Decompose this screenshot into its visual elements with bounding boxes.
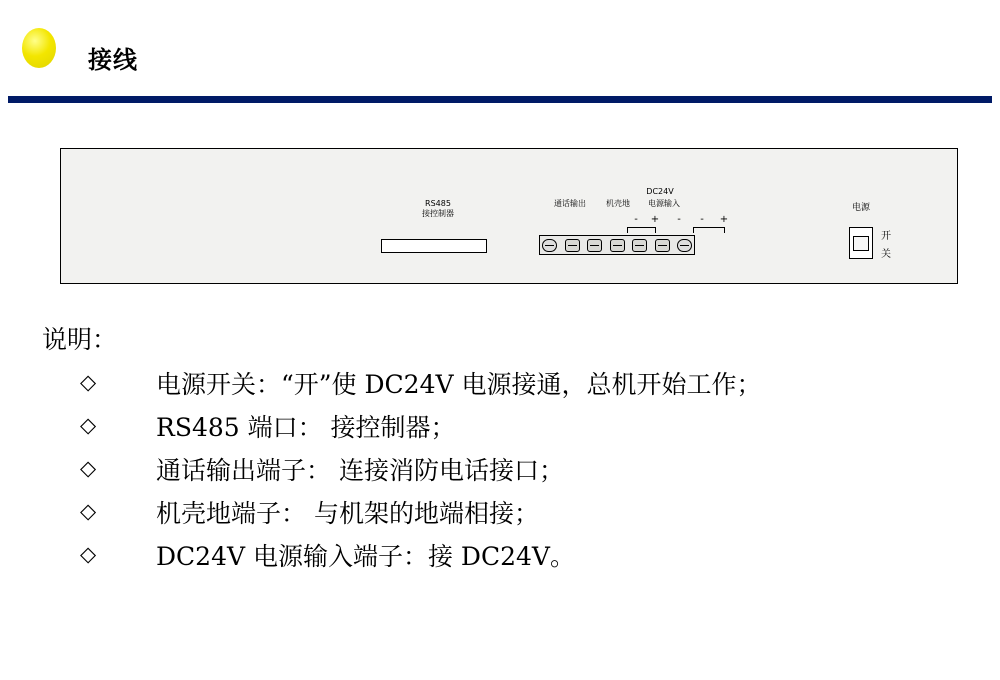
power-switch-rocker[interactable] xyxy=(853,236,869,251)
description-block xyxy=(42,324,982,578)
polarity-mark-4: - xyxy=(700,214,704,225)
description-heading: 说明： xyxy=(42,325,118,354)
list-item xyxy=(42,535,982,578)
rs485-port xyxy=(381,239,487,253)
polarity-mark-2: + xyxy=(650,214,660,225)
power-switch-label: 电源 xyxy=(851,203,870,213)
talk-output-label: 通话输出 xyxy=(554,199,586,208)
rs485-label-line2: 接控制器 xyxy=(422,209,454,218)
polarity-mark-3: - xyxy=(677,214,681,225)
description-list xyxy=(42,363,982,578)
power-input-label: 电源输入 xyxy=(648,199,680,208)
list-item-label: 通话输出端子： 连接消防电话接口； xyxy=(156,455,564,485)
polarity-mark-5: + xyxy=(719,214,729,225)
list-item-label: 机壳地端子： 与机架的地端相接； xyxy=(156,498,539,528)
dc24v-label: DC24V xyxy=(646,187,674,196)
terminal-screw xyxy=(610,239,625,252)
diamond-bullet-icon: ◇ xyxy=(80,541,97,566)
terminal-screw xyxy=(542,239,557,252)
rs485-label xyxy=(398,199,478,219)
terminal-group-labels xyxy=(541,199,691,213)
tick-4 xyxy=(724,227,725,233)
bracket-power xyxy=(693,227,725,228)
list-item xyxy=(42,363,982,406)
tick-2 xyxy=(655,227,656,233)
terminal-block xyxy=(539,235,695,255)
terminal-screw xyxy=(655,239,670,252)
list-item xyxy=(42,492,982,535)
bracket-talk xyxy=(627,227,655,228)
terminal-screw xyxy=(677,239,692,252)
diamond-bullet-icon: ◇ xyxy=(80,498,97,523)
header-divider xyxy=(8,96,992,103)
chassis-earth-label: 机壳地 xyxy=(606,199,630,208)
list-item-label: DC24V 电源输入端子：接 DC24V。 xyxy=(156,541,575,571)
diamond-bullet-icon: ◇ xyxy=(80,369,97,394)
diamond-bullet-icon: ◇ xyxy=(80,412,97,437)
terminal-screw xyxy=(632,239,647,252)
power-switch[interactable] xyxy=(849,227,873,259)
switch-off-label: 关 xyxy=(881,249,891,260)
yellow-dot-icon xyxy=(22,28,56,68)
device-front-panel xyxy=(60,148,958,284)
page-title: 接线 xyxy=(88,46,138,74)
switch-on-label: 开 xyxy=(881,231,891,242)
tick-1 xyxy=(627,227,628,233)
list-item-label: RS485 端口： 接控制器； xyxy=(156,412,456,442)
tick-3 xyxy=(693,227,694,233)
slide-header xyxy=(0,0,1000,100)
list-item xyxy=(42,406,982,449)
terminal-screw xyxy=(587,239,602,252)
diamond-bullet-icon: ◇ xyxy=(80,455,97,480)
rs485-label-line1: RS485 xyxy=(425,199,451,208)
list-item xyxy=(42,449,982,492)
terminal-screw xyxy=(565,239,580,252)
list-item-label: 电源开关：“开”使 DC24V 电源接通，总机开始工作； xyxy=(156,369,762,399)
polarity-mark-1: - xyxy=(634,214,638,225)
